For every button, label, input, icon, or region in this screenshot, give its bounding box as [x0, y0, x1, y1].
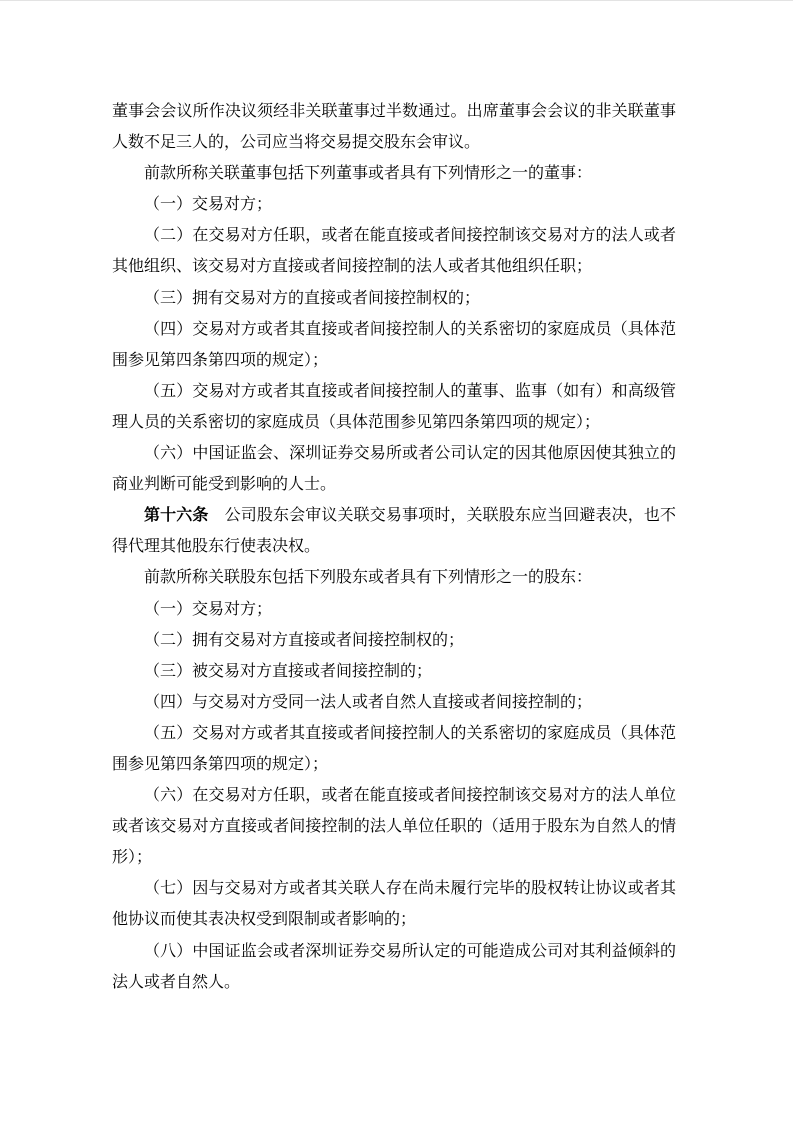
paragraph-text: （一）交易对方； [144, 196, 273, 214]
paragraph-text: （一）交易对方； [144, 600, 273, 618]
article-number: 第十六条 [144, 507, 209, 525]
paragraph [112, 220, 676, 282]
paragraph [112, 158, 676, 189]
paragraph-text: 公司股东会审议关联交易事项时，关联股东应当回避表决，也不得代理其他股东行使表决权。 [112, 507, 676, 556]
document-content [112, 96, 676, 998]
paragraph-text: （二）在交易对方任职，或者在能直接或者间接控制该交易对方的法人或者其他组织、该交易对方直接或者间接控制的法人或者其他组织任职； [112, 227, 676, 276]
paragraph-text: （四）交易对方或者其直接或者间接控制人的关系密切的家庭成员（具体范围参见第四条第四项的规定）； [112, 320, 676, 369]
paragraph-text: （六）中国证监会、深圳证券交易所或者公司认定的因其他原因使其独立的商业判断可能受到影响的人士。 [112, 445, 676, 494]
paragraph-text: （三）拥有交易对方的直接或者间接控制权的； [144, 289, 481, 307]
paragraph-text: （五）交易对方或者其直接或者间接控制人的关系密切的家庭成员（具体范围参见第四条第四项的规定）； [112, 724, 676, 773]
paragraph [112, 687, 676, 718]
paragraph [112, 625, 676, 656]
paragraph [112, 314, 676, 376]
paragraph [112, 562, 676, 593]
paragraph [112, 780, 676, 873]
paragraph [112, 376, 676, 438]
paragraph [112, 189, 676, 220]
paragraph-text: （二）拥有交易对方直接或者间接控制权的； [144, 631, 465, 649]
paragraph-text: （七）因与交易对方或者其关联人存在尚未履行完毕的股权转让协议或者其他协议而使其表决权受到限制或者影响的； [112, 880, 676, 929]
paragraph-text: 前款所称关联股东包括下列股东或者具有下列情形之一的股东： [144, 569, 593, 587]
paragraph [112, 96, 676, 158]
paragraph [112, 656, 676, 687]
paragraph-text: 董事会会议所作决议须经非关联董事过半数通过。出席董事会会议的非关联董事人数不足三人的，公司应当将交易提交股东会审议。 [112, 103, 676, 152]
paragraph-text: （三）被交易对方直接或者间接控制的； [144, 662, 433, 680]
paragraph-text: （八）中国证监会或者深圳证券交易所认定的可能造成公司对其利益倾斜的法人或者自然人。 [112, 942, 676, 991]
paragraph [112, 936, 676, 998]
paragraph [112, 594, 676, 625]
paragraph [112, 438, 676, 500]
paragraph-text: 前款所称关联董事包括下列董事或者具有下列情形之一的董事： [144, 165, 593, 183]
paragraph [112, 500, 676, 562]
paragraph [112, 873, 676, 935]
paragraph-text: （五）交易对方或者其直接或者间接控制人的董事、监事（如有）和高级管理人员的关系密切的家庭成员（具体范围参见第四条第四项的规定）； [112, 382, 676, 431]
paragraph [112, 283, 676, 314]
paragraph [112, 718, 676, 780]
paragraph-text: （四）与交易对方受同一法人或者自然人直接或者间接控制的； [144, 693, 593, 711]
paragraph-text: （六）在交易对方任职，或者在能直接或者间接控制该交易对方的法人单位或者该交易对方直接或者间接控制的法人单位任职的（适用于股东为自然人的情形）； [112, 787, 676, 867]
